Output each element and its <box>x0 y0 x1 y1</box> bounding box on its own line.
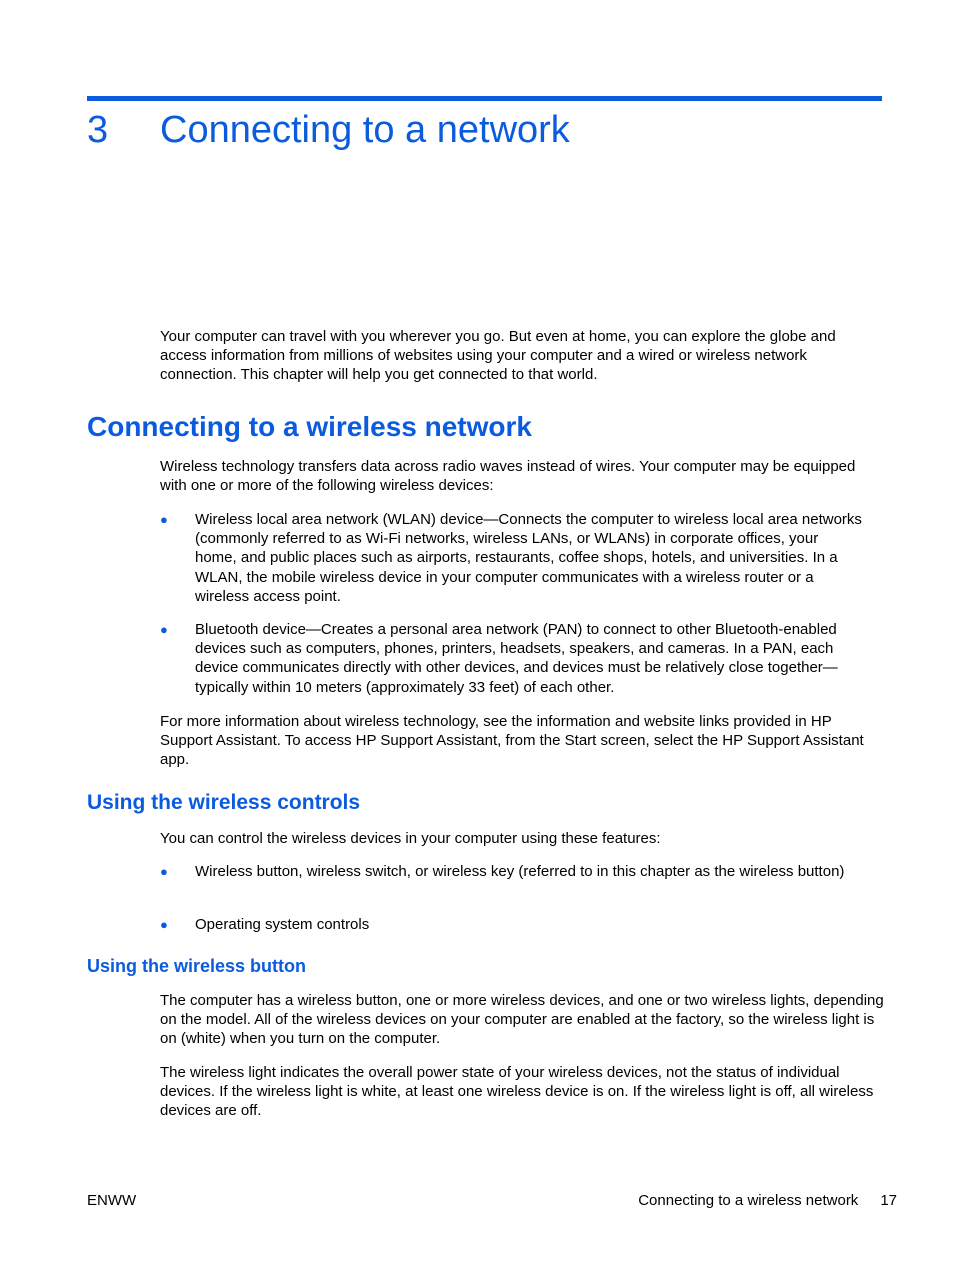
list-item-text: Operating system controls <box>195 916 370 933</box>
bullet-icon: ● <box>160 917 168 932</box>
wireless-button-paragraph: The computer has a wireless button, one or more wireless devices, and one or two wireless lights, depending on the model. All of the wireless devices on your computer are enabled at the factory, so the wireless light is on (white) when you turn on the computer. <box>160 992 884 1048</box>
bullet-icon: ● <box>160 622 168 637</box>
wireless-light-paragraph: The wireless light indicates the overall power state of your wireless devices, not the status of individual devices. If the wireless light is white, at least one wireless device is on. If the wireless light is off, all wireless devices are off. <box>160 1064 874 1120</box>
subsection-heading-wireless-button: Using the wireless button <box>87 956 307 976</box>
hp-support-assistant-app-name: HP Support Assistant <box>722 732 864 750</box>
section-heading-wireless-network: Connecting to a wireless network <box>87 411 532 442</box>
list-item-text: Wireless button, wireless switch, or wireless key (referred to in this chapter as the wireless button) <box>195 863 845 880</box>
page-number: 17 <box>880 1192 897 1209</box>
wireless-intro-paragraph: Wireless technology transfers data across radio waves instead of wires. Your computer may be equipped with one or more of the following wireless devices: <box>160 458 856 495</box>
list-item-text: Bluetooth device—Creates a personal area network (PAN) to connect to other Bluetooth-enabled devices such as computers, phones, printers, headsets, speakers, and cameras. In a PAN, each device communicates directly with other devices, and devices must be relatively close together—typically within 10 meters (approximately 33 feet) of each other. <box>195 621 838 696</box>
footer-left-label: ENWW <box>87 1192 137 1209</box>
list-item-text: Wireless local area network (WLAN) device—Connects the computer to wireless local area networks (commonly referred to as Wi-Fi networks, wireless LANs, or WLANs) in corporate offices, your home, and public places such as airports, restaurants, coffee shops, hotels, and universities. In a WLAN, the mobile wireless device in your computer communicates with a wireless router or a wireless access point. <box>195 511 862 605</box>
bullet-icon: ● <box>160 864 168 879</box>
wireless-controls-intro: You can control the wireless devices in your computer using these features: <box>160 830 661 847</box>
footer-right <box>638 1191 897 1210</box>
chapter-rule <box>87 96 882 101</box>
subsection-heading-wireless-controls: Using the wireless controls <box>87 791 361 814</box>
bullet-icon: ● <box>160 512 168 527</box>
chapter-title: Connecting to a network <box>160 109 570 151</box>
footer-section-title: Connecting to a wireless network <box>638 1192 859 1209</box>
more-info-paragraph <box>160 712 885 770</box>
more-info-text-end: app. <box>160 751 190 769</box>
chapter-intro-paragraph: Your computer can travel with you wherever you go. But even at home, you can explore the globe and access information from millions of websites using your computer and a wired or wireless network connection. This chapter will help you get connected to that world. <box>160 328 836 384</box>
more-info-text: For more information about wireless technology, see the information and website links provided in HP Support Assistant. To access HP Support Assistant, from the Start screen, select the <box>160 713 832 750</box>
chapter-number: 3 <box>87 109 109 151</box>
